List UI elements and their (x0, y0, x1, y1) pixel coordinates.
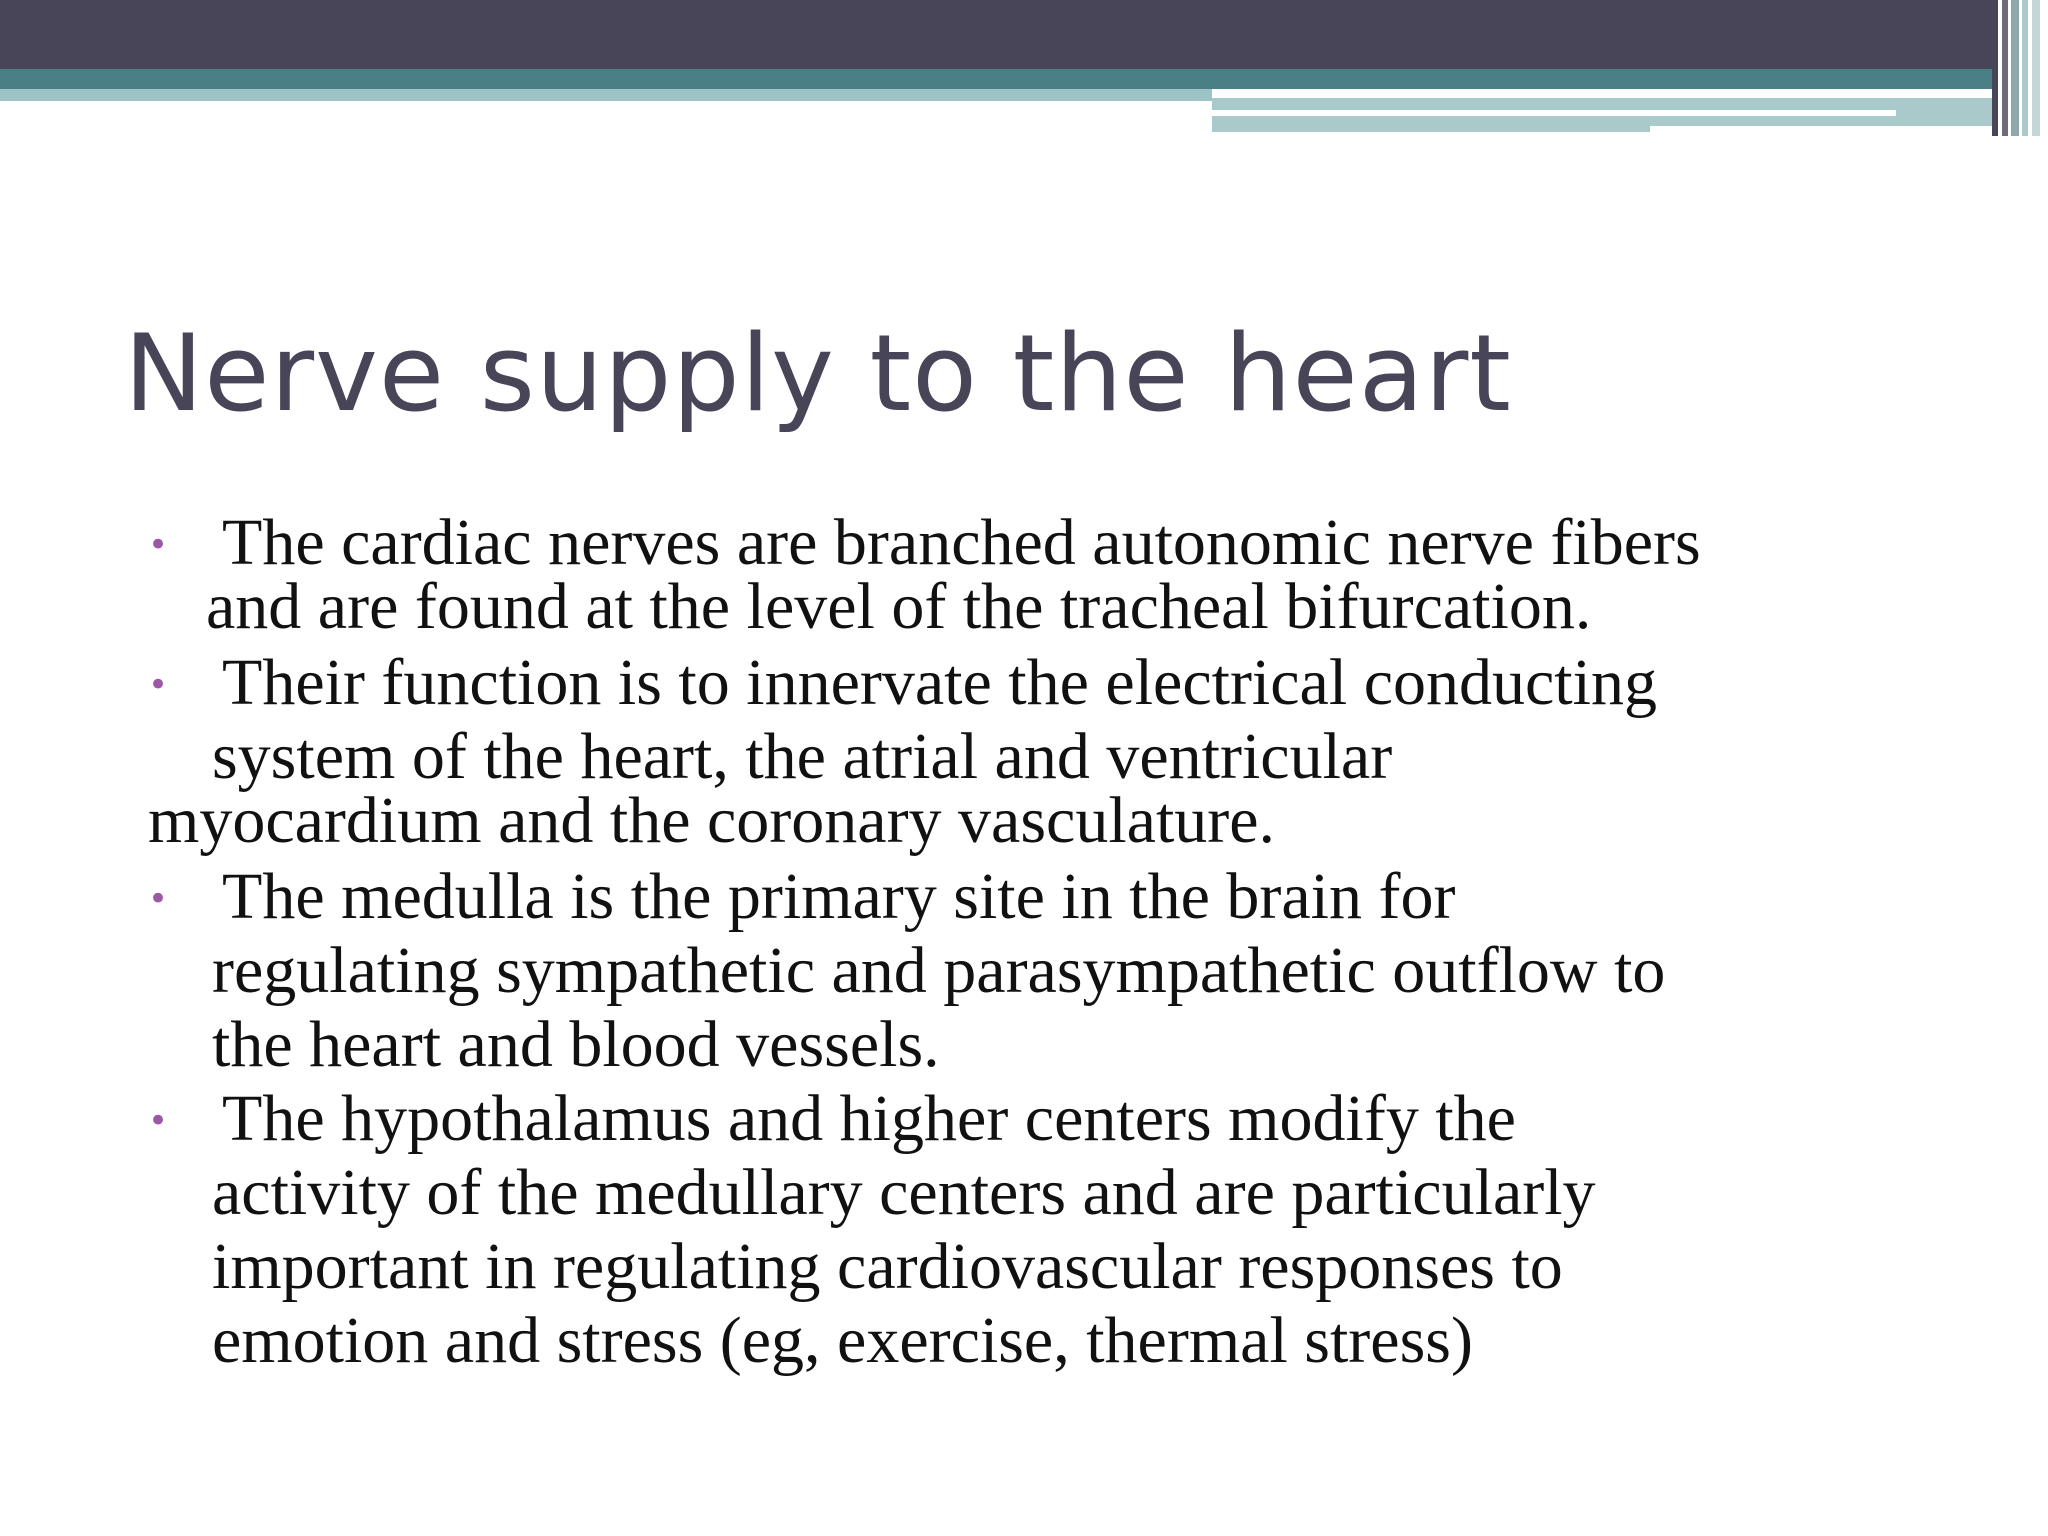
bullet-2-line-2: system of the heart, the atrial and ventricular (212, 720, 1393, 793)
header-accent-gap-2 (1212, 132, 1652, 142)
bullet-marker: • (148, 525, 169, 565)
bullet-3-line-1: The medulla is the primary site in the brain for (222, 860, 1456, 933)
bullet-marker: • (148, 879, 169, 919)
bullet-3-line-3: the heart and blood vessels. (212, 1008, 940, 1081)
bullet-3-line-2: regulating sympathetic and parasympathetic outflow to (212, 934, 1666, 1007)
bullet-4-line-4: emotion and stress (eg, exercise, thermal stress) (212, 1304, 1473, 1377)
bullet-marker: • (148, 1101, 169, 1141)
bullet-2-line-3: myocardium and the coronary vasculature. (148, 784, 1276, 857)
bullet-marker: • (148, 665, 169, 705)
bullet-4-line-3: important in regulating cardiovascular responses to (212, 1230, 1563, 1303)
bullet-4-line-2: activity of the medullary centers and are particularly (212, 1156, 1596, 1229)
header-band-dark (0, 0, 2048, 69)
header-accent-gap (1650, 126, 2048, 140)
bullet-1-line-1: The cardiac nerves are branched autonomic nerve fibers (222, 506, 1701, 579)
header-edge-stripes (1992, 0, 2048, 136)
header-accent-line (1212, 110, 1896, 116)
header-band-teal (0, 69, 2048, 89)
bullet-1-line-2: and are found at the level of the tracheal bifurcation. (206, 570, 1592, 643)
bullet-4-line-1: The hypothalamus and higher centers modify the (222, 1082, 1516, 1155)
slide-title: Nerve supply to the heart (124, 312, 1512, 435)
bullet-2-line-1: Their function is to innervate the electrical conducting (222, 646, 1657, 719)
header-band-light-left (0, 89, 1212, 101)
